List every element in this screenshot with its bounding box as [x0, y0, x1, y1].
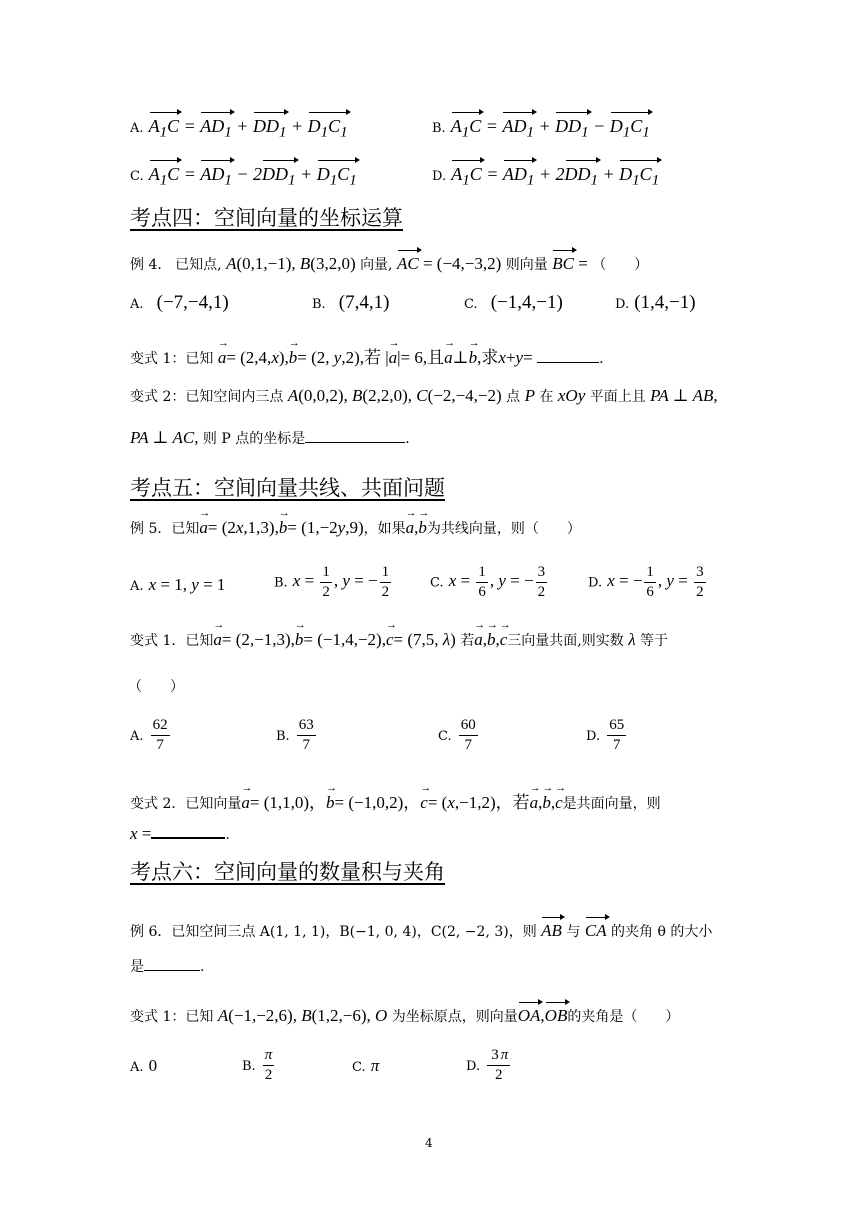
option-formula: $A_1C = AD_1 + DD_1 - D_1C_1$ [451, 116, 650, 136]
answer-blank [305, 442, 405, 443]
answer-blank [144, 970, 200, 971]
option-d-prev [432, 158, 659, 190]
option-label: B. [432, 121, 446, 136]
section5-heading: 考点五：空间向量共线、共面问题 [130, 476, 445, 500]
variant-6-1-option-b: B. $\frac{\pi}{2}$ [242, 1047, 273, 1083]
example-6-line2: 是 . [130, 959, 205, 975]
example-4-option-d: D. (1,4,−1) [615, 292, 696, 313]
example-5-option-d: D. x = − $\frac{1}{6}$ , y = $\frac{3}{2}$ [588, 564, 704, 600]
variant-4-2-line2: PA ⊥ AC, 则 P 点的坐标是 . [130, 428, 410, 447]
option-label: A. [130, 121, 144, 136]
option-label: C. [130, 169, 144, 184]
example-4-option-c: C. (−1,4,−1) [464, 292, 563, 313]
variant-5-1: 变式 1．已知→ a= (2,−1,3),→ b= (−1,4,−2),→ c= (7,5, λ) 若→ a,→ b,→ c三向量共面,则实数 λ 等于 [130, 630, 668, 650]
example-5-option-b: B. x = $\frac{1}{2}$ , y = − $\frac{1}{2}$ [274, 564, 390, 600]
section6-heading: 考点六：空间向量的数量积与夹角 [130, 860, 445, 884]
variant-5-1-option-a: A. $\frac{62}{7}$ [130, 717, 168, 753]
option-formula: $A_1C = AD_1 - 2DD_1 + D_1C_1$ [149, 164, 357, 184]
variant-5-2: 变式 2．已知向量→ a= (1,1,0)，→ b= (−1,0,2)，→ c= (x,−1,2)，若→ a,→ b,→ c是共面向量，则 [130, 788, 661, 813]
variant-5-1-option-d: D. $\frac{65}{7}$ [586, 717, 625, 753]
example-5: 例 5．已知→ a= (2x,1,3),→ b= (1,−2y,9)，如果→ a,→ b为共线向量，则（ ） [130, 518, 581, 538]
example-4-option-a: A. (−7,−4,1) [130, 292, 229, 313]
example-5-option-a: A. x = 1, y = 1 [130, 575, 226, 594]
page-number: 4 [425, 1136, 433, 1150]
variant-6-1-option-c: C. π [352, 1056, 380, 1075]
variant-6-1-option-a: A. 0 [130, 1056, 158, 1075]
variant-5-1-option-c: C. $\frac{60}{7}$ [438, 717, 476, 753]
option-formula: $A_1C = AD_1 + DD_1 + D_1C_1$ [149, 116, 348, 136]
answer-blank [151, 837, 225, 839]
variant-4-1: 变式 1：已知 → a= (2,4,x),→ b= (2, y,2),若 |→ a|= 6,且→ a⊥→ b,求x+y= . [130, 343, 604, 368]
example-5-option-c: C. x = $\frac{1}{6}$ , y = − $\frac{3}{2}$ [430, 564, 546, 600]
variant-6-1: 变式 1：已知 A(−1,−2,6), B(1,2,−6), O 为坐标原点，则向量OA,OB的夹角是（ ） [130, 1000, 679, 1026]
variant-5-1-option-b: B. $\frac{63}{7}$ [276, 717, 314, 753]
variant-4-2: 变式 2：已知空间内三点 A(0,0,2), B(2,2,0), C(−2,−4,−2) 点 P 在 xOy 平面上且 PA ⊥ AB, [130, 386, 718, 405]
section4-heading: 考点四：空间向量的坐标运算 [130, 206, 403, 230]
option-formula: $A_1C = AD_1 + 2DD_1 + D_1C_1$ [451, 164, 659, 184]
variant-6-1-option-d: D. $\frac{3 \pi}{2}$ [466, 1047, 509, 1083]
example-4-option-b: B. (7,4,1) [312, 292, 390, 313]
option-c-prev [130, 158, 357, 190]
option-label: D. [432, 169, 447, 184]
variant-5-2-line2: x = . [130, 824, 230, 843]
variant-5-1-paren: （ ） [128, 679, 184, 695]
example-4: 例 4. 已知点, A(0,1,−1), B(3,2,0) 向量, AC = (−4,−3,2) 则向量 BC = （ ） [130, 248, 648, 274]
option-b-prev [432, 110, 650, 142]
example-6: 例 6．已知空间三点 A(1, 1, 1)，B(−1, 0, 4)，C(2, −2, 3)，则 AB 与 CA 的夹角 θ 的大小 [130, 915, 712, 941]
option-a-prev [130, 110, 348, 142]
answer-blank [537, 362, 599, 363]
